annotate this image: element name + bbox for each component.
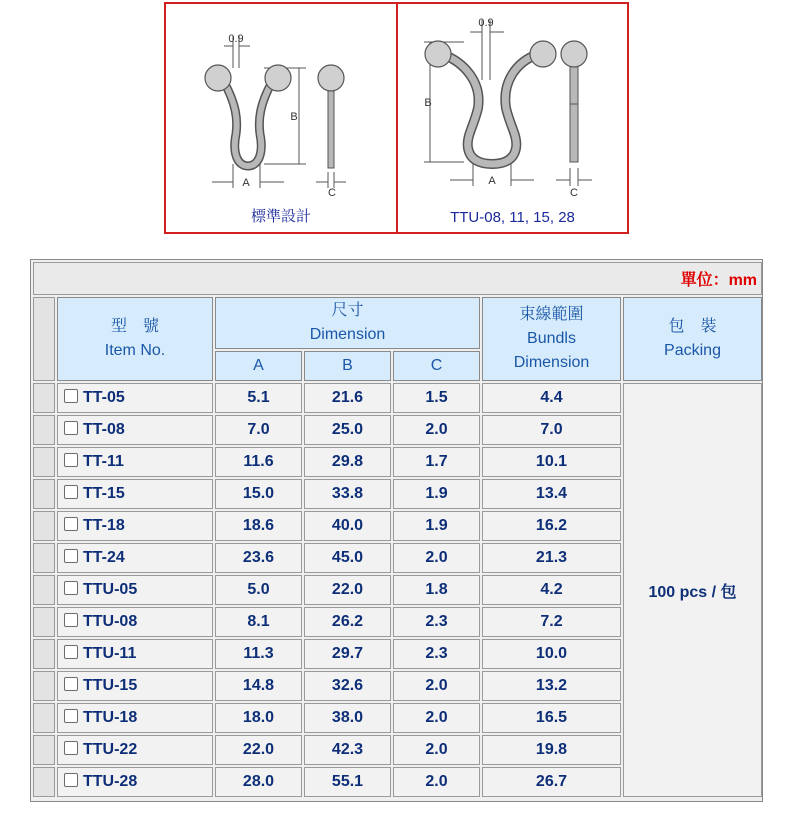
dim-c-label: C <box>570 187 578 199</box>
value-bundle: 19.8 <box>482 735 621 765</box>
value-bundle: 10.0 <box>482 639 621 669</box>
value-c: 2.0 <box>393 543 480 573</box>
value-c: 2.3 <box>393 607 480 637</box>
value-b: 29.7 <box>304 639 391 669</box>
value-a: 28.0 <box>215 767 302 797</box>
value-b: 32.6 <box>304 671 391 701</box>
value-b: 45.0 <box>304 543 391 573</box>
item-cell <box>57 575 213 605</box>
row-checkbox[interactable] <box>64 517 78 531</box>
value-a: 11.3 <box>215 639 302 669</box>
row-gutter <box>33 767 55 797</box>
item-cell <box>57 607 213 637</box>
row-gutter <box>33 639 55 669</box>
value-a: 15.0 <box>215 479 302 509</box>
row-checkbox[interactable] <box>64 677 78 691</box>
col-b-header: B <box>304 351 391 381</box>
row-gutter <box>33 671 55 701</box>
value-a: 5.0 <box>215 575 302 605</box>
item-no: TT-24 <box>83 549 125 566</box>
figure-caption: 標準設計 <box>250 208 311 225</box>
item-no: TT-15 <box>83 485 125 502</box>
value-b: 21.6 <box>304 383 391 413</box>
item-cell <box>57 639 213 669</box>
packing-value: 100 pcs / 包 <box>623 383 762 797</box>
value-a: 5.1 <box>215 383 302 413</box>
item-no: TTU-15 <box>83 677 138 694</box>
value-c: 1.9 <box>393 511 480 541</box>
value-b: 40.0 <box>304 511 391 541</box>
value-b: 22.0 <box>304 575 391 605</box>
value-b: 55.1 <box>304 767 391 797</box>
value-c: 1.9 <box>393 479 480 509</box>
dim-b-label: B <box>290 111 298 123</box>
value-c: 2.0 <box>393 671 480 701</box>
dim-thickness-label: 0.9 <box>478 17 494 29</box>
item-no: TT-11 <box>83 453 124 470</box>
drawing-ttu-design <box>398 4 627 232</box>
row-checkbox[interactable] <box>64 741 78 755</box>
row-checkbox[interactable] <box>64 485 78 499</box>
row-gutter <box>33 447 55 477</box>
dim-b-label: B <box>424 97 432 109</box>
item-cell <box>57 671 213 701</box>
row-checkbox[interactable] <box>64 613 78 627</box>
item-no: TT-05 <box>83 389 125 406</box>
item-no: TTU-18 <box>83 709 138 726</box>
dimension-header-en: Dimension <box>309 326 386 344</box>
row-checkbox[interactable] <box>64 709 78 723</box>
row-checkbox[interactable] <box>64 453 78 467</box>
twist-tie-standard-drawing <box>166 4 396 232</box>
item-cell <box>57 383 213 413</box>
twist-tie-ttu-drawing <box>398 4 627 232</box>
dim-thickness-label: 0.9 <box>228 33 244 45</box>
row-checkbox[interactable] <box>64 581 78 595</box>
value-c: 1.8 <box>393 575 480 605</box>
value-c: 2.0 <box>393 703 480 733</box>
value-bundle: 10.1 <box>482 447 621 477</box>
row-checkbox[interactable] <box>64 773 78 787</box>
dimension-header <box>215 297 480 349</box>
header-row <box>33 297 762 349</box>
col-c-header: C <box>393 351 480 381</box>
value-bundle: 26.7 <box>482 767 621 797</box>
unit-label: 單位：mm <box>33 262 762 295</box>
value-b: 38.0 <box>304 703 391 733</box>
table-row <box>33 383 762 413</box>
bundle-header-zh: 束線範圍 <box>519 306 584 323</box>
value-a: 22.0 <box>215 735 302 765</box>
value-bundle: 4.4 <box>482 383 621 413</box>
value-bundle: 16.2 <box>482 511 621 541</box>
item-no: TT-08 <box>83 421 125 438</box>
bundle-header-en2: Dimension <box>513 354 590 371</box>
value-a: 18.0 <box>215 703 302 733</box>
row-checkbox[interactable] <box>64 389 78 403</box>
row-gutter <box>33 703 55 733</box>
row-gutter <box>33 511 55 541</box>
value-bundle: 7.2 <box>482 607 621 637</box>
spec-table <box>31 260 764 799</box>
value-c: 1.7 <box>393 447 480 477</box>
item-no: TTU-28 <box>83 773 138 790</box>
value-bundle: 13.4 <box>482 479 621 509</box>
value-bundle: 4.2 <box>482 575 621 605</box>
value-a: 11.6 <box>215 447 302 477</box>
item-cell <box>57 511 213 541</box>
dim-a-label: A <box>488 175 496 187</box>
value-a: 14.8 <box>215 671 302 701</box>
value-c: 1.5 <box>393 383 480 413</box>
row-gutter <box>33 297 55 381</box>
dim-a-label: A <box>242 177 250 189</box>
row-checkbox[interactable] <box>64 421 78 435</box>
row-checkbox[interactable] <box>64 645 78 659</box>
value-bundle: 16.5 <box>482 703 621 733</box>
dim-c-label: C <box>328 187 336 199</box>
item-no: TTU-22 <box>83 741 138 758</box>
item-no: TTU-08 <box>83 613 138 630</box>
figure-caption: TTU-08, 11, 15, 28 <box>450 209 575 226</box>
packing-header-zh: 包 裝 <box>668 318 717 335</box>
row-gutter <box>33 383 55 413</box>
value-c: 2.0 <box>393 767 480 797</box>
item-no: TTU-11 <box>83 645 137 662</box>
item-no-header <box>57 297 213 381</box>
row-gutter <box>33 607 55 637</box>
value-c: 2.0 <box>393 735 480 765</box>
drawing-standard-design <box>166 4 398 232</box>
value-b: 25.0 <box>304 415 391 445</box>
spec-table-container <box>30 259 763 802</box>
item-cell <box>57 703 213 733</box>
dimension-header-zh: 尺寸 <box>331 302 364 320</box>
value-c: 2.0 <box>393 415 480 445</box>
item-no: TT-18 <box>83 517 125 534</box>
row-gutter <box>33 575 55 605</box>
item-cell <box>57 543 213 573</box>
col-a-header: A <box>215 351 302 381</box>
value-b: 29.8 <box>304 447 391 477</box>
value-bundle: 7.0 <box>482 415 621 445</box>
item-cell <box>57 447 213 477</box>
row-gutter <box>33 735 55 765</box>
value-bundle: 13.2 <box>482 671 621 701</box>
value-b: 42.3 <box>304 735 391 765</box>
unit-row <box>33 262 762 295</box>
bundle-header-en1: Bundls <box>527 330 576 347</box>
value-a: 7.0 <box>215 415 302 445</box>
row-gutter <box>33 415 55 445</box>
packing-header-en: Packing <box>664 342 721 359</box>
item-cell <box>57 735 213 765</box>
value-c: 2.3 <box>393 639 480 669</box>
item-no: TTU-05 <box>83 581 138 598</box>
packing-header <box>623 297 762 381</box>
item-cell <box>57 415 213 445</box>
value-b: 33.8 <box>304 479 391 509</box>
item-cell <box>57 479 213 509</box>
bundle-header <box>482 297 621 381</box>
value-a: 8.1 <box>215 607 302 637</box>
row-checkbox[interactable] <box>64 549 78 563</box>
row-gutter <box>33 543 55 573</box>
item-no-header-en: Item No. <box>104 342 166 359</box>
item-cell <box>57 767 213 797</box>
row-gutter <box>33 479 55 509</box>
drawing-panels <box>164 2 629 234</box>
value-b: 26.2 <box>304 607 391 637</box>
value-a: 23.6 <box>215 543 302 573</box>
item-no-header-zh: 型 號 <box>110 318 159 335</box>
value-bundle: 21.3 <box>482 543 621 573</box>
value-a: 18.6 <box>215 511 302 541</box>
